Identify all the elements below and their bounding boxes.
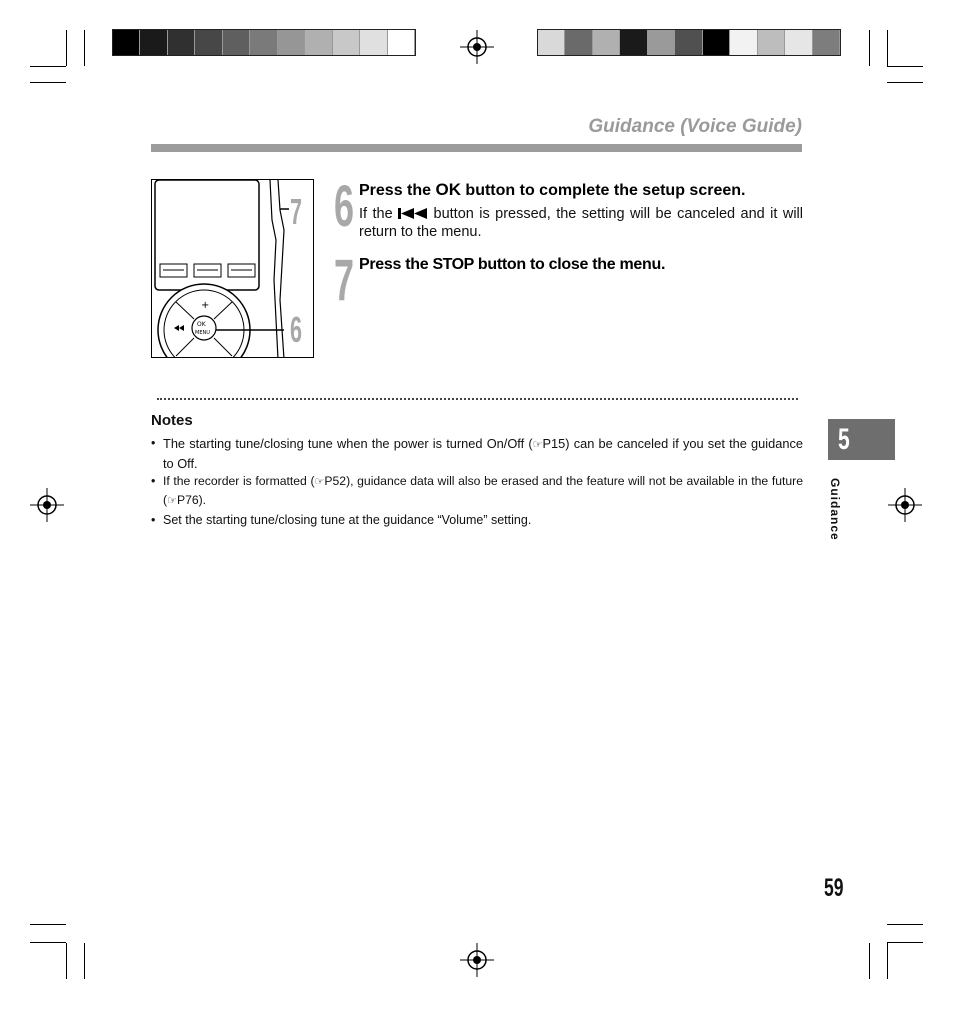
color-swatch — [388, 30, 415, 55]
color-swatch — [360, 30, 387, 55]
callout-7: 7 — [290, 192, 303, 233]
bullet: • — [151, 474, 156, 488]
callout-6: 6 — [290, 310, 303, 351]
color-swatch — [168, 30, 195, 55]
step-7-number: 7 — [334, 248, 355, 313]
reference-hand-icon: ☞ — [314, 475, 325, 488]
note-item — [151, 472, 803, 510]
note-item — [151, 434, 803, 473]
step-6-title-text-end: button to complete the setup screen. — [460, 182, 746, 199]
dotted-divider — [157, 398, 798, 400]
color-swatch — [113, 30, 140, 55]
step-7-title-text-end: button to close the menu. — [473, 256, 666, 273]
color-swatch — [565, 30, 592, 55]
page-reference: P76 — [176, 493, 199, 507]
color-swatch — [813, 30, 840, 55]
color-swatch — [278, 30, 305, 55]
note-text: Set the starting tune/closing tune at the guidance “Volume” setting. — [163, 513, 532, 527]
registration-mark-icon — [460, 30, 494, 64]
note-text-end: ). — [198, 493, 207, 507]
page-number: 59 — [824, 874, 844, 902]
step-7-title — [359, 256, 665, 274]
color-bar-right — [537, 29, 841, 56]
color-swatch — [223, 30, 250, 55]
bullet: • — [151, 436, 156, 450]
bullet: • — [151, 513, 156, 527]
reference-hand-icon: ☞ — [532, 438, 543, 451]
reference-hand-icon: ☞ — [167, 494, 177, 507]
step-7-title-text: Press the — [359, 256, 433, 273]
skip-back-icon — [398, 208, 428, 219]
step-6-body-text: If the — [359, 206, 399, 222]
device-illustration — [151, 179, 314, 358]
step-6-title-text: Press the — [359, 182, 436, 199]
color-swatch — [758, 30, 785, 55]
note-item — [151, 511, 803, 530]
step-6-number: 6 — [334, 174, 355, 239]
stop-key-label: STOP — [432, 256, 474, 273]
plus-key-label: + — [201, 300, 210, 311]
color-swatch — [538, 30, 565, 55]
color-swatch — [305, 30, 332, 55]
color-bar-left — [112, 29, 416, 56]
color-swatch — [648, 30, 675, 55]
chapter-number: 5 — [838, 423, 850, 456]
note-text-middle: ), guidance data will also be erased and the feature will not be available in the future ( — [163, 474, 803, 507]
registration-mark-icon — [460, 943, 494, 977]
voice-recorder-drawing — [152, 180, 314, 358]
color-swatch — [140, 30, 167, 55]
color-swatch — [620, 30, 647, 55]
color-swatch — [250, 30, 277, 55]
registration-mark-icon — [30, 488, 64, 522]
registration-mark-icon — [888, 488, 922, 522]
page-reference: P15 — [542, 436, 566, 451]
note-text: If the recorder is formatted ( — [163, 474, 315, 488]
notes-heading: Notes — [151, 412, 193, 429]
color-swatch — [703, 30, 730, 55]
ok-key-label: OK — [197, 321, 206, 328]
color-swatch — [333, 30, 360, 55]
color-swatch — [675, 30, 702, 55]
chapter-label: Guidance — [828, 478, 842, 541]
step-6-title — [359, 180, 745, 200]
page-reference: P52 — [324, 474, 347, 488]
section-title: Guidance (Voice Guide) — [588, 116, 802, 137]
step-6-body-text-end: button is pressed, the setting will be canceled and it will return to the menu. — [359, 206, 803, 240]
header-rule — [151, 144, 802, 152]
step-6-body — [359, 205, 803, 241]
color-swatch — [785, 30, 812, 55]
ok-key-label: OK — [435, 180, 461, 199]
note-text: The starting tune/closing tune when the power is turned On/Off ( — [163, 436, 533, 451]
color-swatch — [195, 30, 222, 55]
note-text-end: ) can be canceled if you set the guidance to Off. — [163, 436, 803, 471]
color-swatch — [593, 30, 620, 55]
menu-key-label: MENU — [195, 330, 210, 336]
color-swatch — [730, 30, 757, 55]
